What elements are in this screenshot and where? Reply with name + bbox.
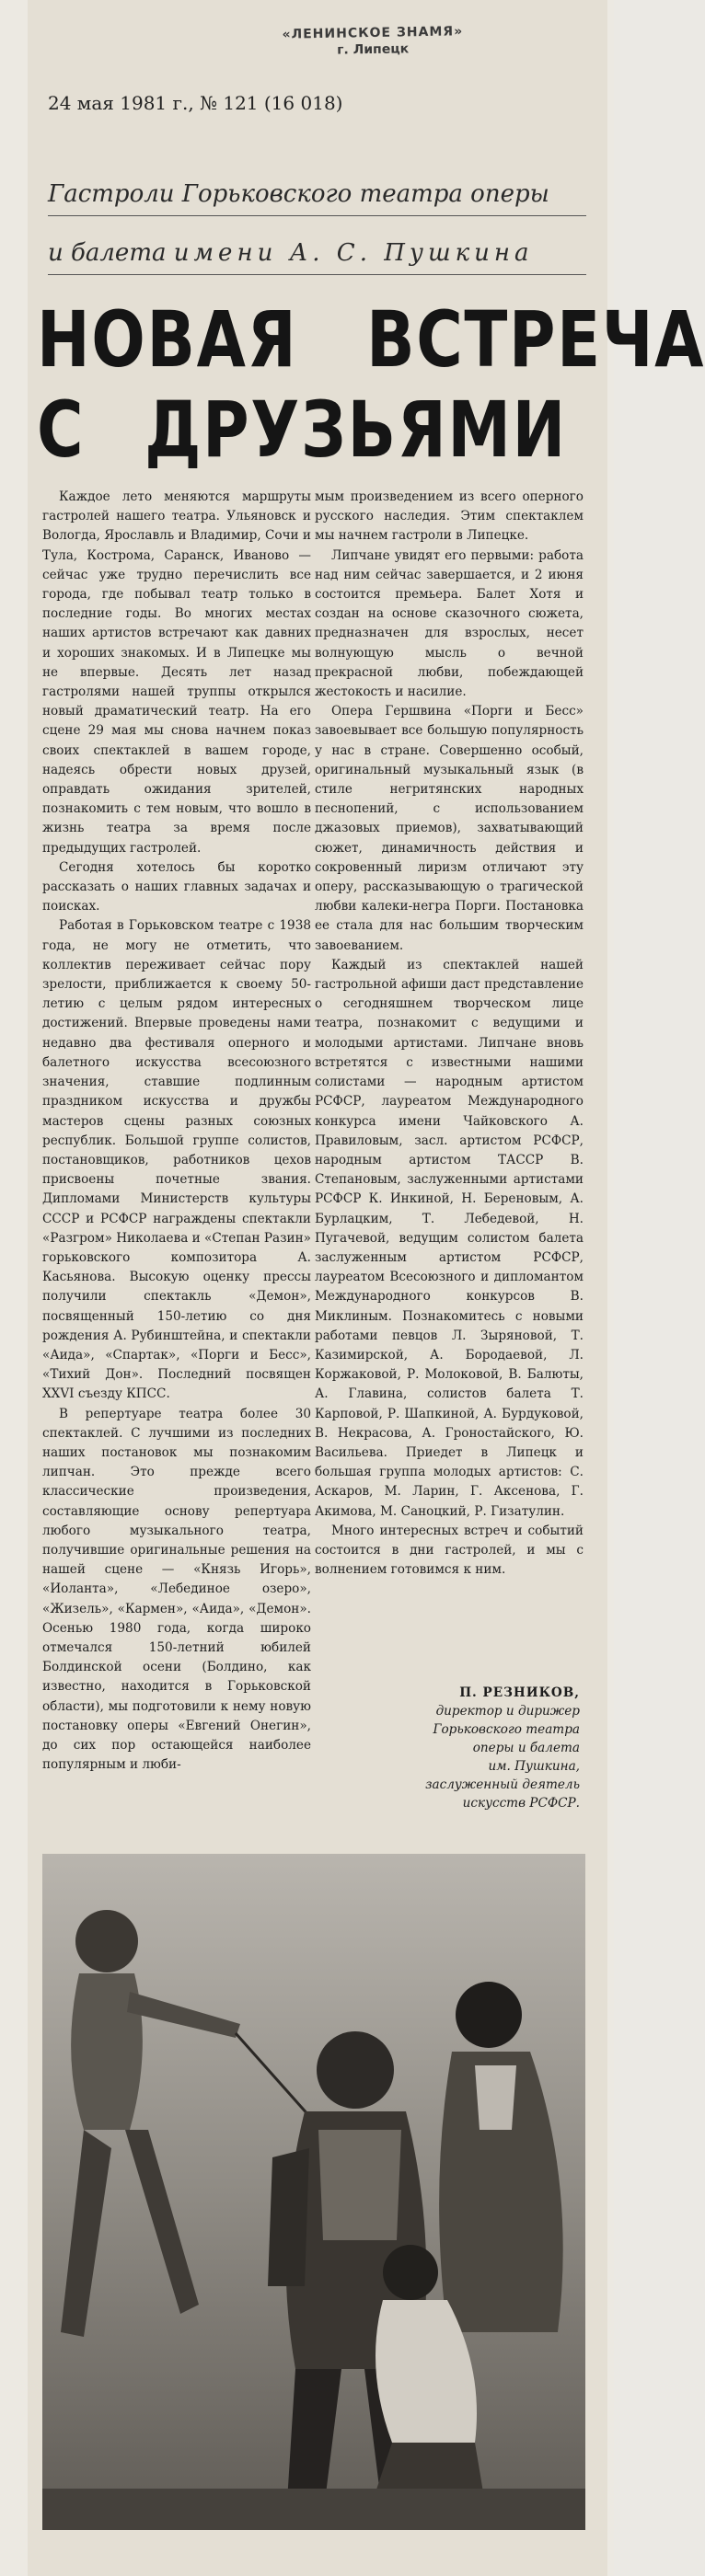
paragraph: Липчане увидят его первыми: работа над ним сейчас завершается, и 2 июня состоится премьера. Балет Хотя и создан на основе сказочного сюжета, предназначен для взрослых, несет волнующую мысль о вечной прекрасной любви, побеждающей жестокость и насилие.	[315, 547, 584, 700]
stamp-city: г. Липецк	[337, 41, 410, 58]
rubric-line-2-lead: и балета	[48, 239, 167, 267]
article-column-right	[315, 488, 584, 1580]
issue-dateline: 24 мая 1981 г., № 121 (16 018)	[48, 92, 343, 114]
paragraph: Сегодня хотелось бы коротко рассказать о наших главных задачах и поисках.	[42, 859, 311, 914]
article-column-left	[42, 488, 311, 1775]
author-title-line: оперы и балета	[472, 1741, 580, 1755]
author-title-line: искусств РСФСР.	[462, 1796, 580, 1811]
paragraph: Работая в Горьковском театре с 1938 года, не могу не отметить, что коллектив переживает сейчас пору зрелости, приближается к своему 50-летию с целым рядом интересных достижений. Впервые проведены нами недавно два фестиваля оперного и балетного искусства всесоюзного значения, ставшие подлинным праздником искусства и дружбы мастеров сцены разных союзных республик. Большой группе солистов, постановщиков, работников цехов присвоены почетные звания. Дипломами Министерств культуры СССР и РСФСР награждены спектакли «Разгром» Николаева и «Степан Разин» горьковского композитора А. Касьянова. Высокую оценку прессы получили спектакль «Демон», посвященный 150-летию со дня рождения А. Рубинштейна, и спектакли «Аида», «Спартак», «Порги и Бесс», «Тихий Дон». Последний посвящен XXVI съезду КПСС.	[42, 918, 311, 1402]
rubric-line-2	[48, 239, 586, 275]
paragraph: В репертуаре театра более 30 спектаклей. С лучшими из последних наших постановок мы познакомим липчан. Это прежде всего классические произведения, составляющие основу репертуара любого музыкального театра, получившие оригинальные решения на нашей сцене — «Князь Игорь», «Иоланта», «Лебединое озеро», «Жизель», «Кармен», «Аида», «Демон». Осенью 1980 года, когда широко отмечался 150-летний юбилей Болдинской осени (Болдино, как известно, находится в Горьковской области), мы подготовили к нему новую постановку оперы «Евгений Онегин», до сих пор остающейся наиболее популярным и люби-	[42, 1406, 311, 1773]
newspaper-stamp	[276, 24, 470, 59]
paragraph: Каждое лето меняются маршруты гастролей нашего театра. Ульяновск и Вологда, Ярославль и Владимир, Сочи и Тула, Кострома, Саранск, Иваново — сейчас уже трудно перечислить все города, где побывал театр только в последние годы. Во многих местах наших артистов встречают как давних и хороших знакомых. И в Липецке мы не впервые. Десять лет назад гастролями нашей труппы открылся новый драматический театр. На его сцене 29 мая мы снова начнем показ своих спектаклей в вашем городе, надеясь обрести новых друзей, оправдать ожидания зрителей, познакомить с тем новым, что вошло в жизнь театра за время после предыдущих гастролей.	[42, 489, 311, 856]
paragraph: Опера Гершвина «Порги и Бесс» завоевывает все большую популярность у нас в стране. Совершенно особый, оригинальный музыкальный язык (в стиле негритянских народных песнопений, с использованием джазовых приемов), захватывающий сюжет, динамичность действия и сокровенный лиризм отличают эту оперу, рассказывающую о трагической любви калеки-негра Порги. Постановка ее стала для нас большим творческим завоеванием.	[315, 704, 584, 953]
author-signature	[331, 1684, 580, 1812]
opera-scene-illustration	[42, 1854, 585, 2530]
paragraph: Каждый из спектаклей нашей гастрольной афиши даст представление о сегодняшнем творческом лице театра, познакомит с ведущими и молодыми артистами. Липчане вновь встретятся с известными нашими солистами — народным артистом РСФСР, лауреатом Международного конкурса имени Чайковского А. Правиловым, засл. артистом РСФСР, народным артистом ТАССР В. Степановым, заслуженными артистами РСФСР К. Инкиной, Н. Береновым, А. Бурлацким, Т. Лебедевой, Н. Пугачевой, ведущим солистом балета заслуженным артистом РСФСР, лауреатом Всесоюзного и дипломантом Международного конкурсов В. Миклиным. Познакомитесь с новыми работами певцов Л. Зыряновой, Т. Казимирской, А. Бородаевой, Л. Коржаковой, Р. Молоковой, В. Балюты, А. Главина, солистов балета Т. Карповой, Р. Шапкиной, А. Бурдуковой, В. Некрасова, А. Гроностайского, Ю. Васильева. Приедет в Липецк и большая группа молодых артистов: С. Аскаров, М. Ларин, Г. Аксенова, Г. Акимова, М. Саноцкий, Р. Гизатулин.	[315, 957, 584, 1519]
rubric-line-2-spaced: имени А. С. Пушкина	[173, 239, 534, 267]
performance-photo	[42, 1854, 585, 2530]
headline-line-2: С ДРУЗЬЯМИ	[37, 385, 567, 475]
paragraph: мым произведением из всего оперного русского наследия. Этим спектаклем мы начнем гастроли в Липецке.	[315, 489, 584, 544]
author-title-line: директор и дирижер	[435, 1704, 580, 1719]
stamp-paper-name: «ЛЕНИНСКОЕ ЗНАМЯ»	[282, 24, 464, 42]
headline-line-1: НОВАЯ ВСТРЕЧА	[37, 294, 705, 385]
author-title-line: им. Пушкина,	[488, 1759, 580, 1774]
article-headline	[37, 294, 705, 475]
author-title-line: Горьковского театра	[433, 1722, 580, 1737]
author-title-line: заслуженный деятель	[425, 1777, 580, 1792]
author-name: П. РЕЗНИКОВ,	[459, 1685, 580, 1700]
paragraph: Много интересных встреч и событий состоится в дни гастролей, и мы с волнением готовимся к ним.	[315, 1523, 584, 1578]
rubric-line-1: Гастроли Горьковского театра оперы	[48, 180, 586, 216]
